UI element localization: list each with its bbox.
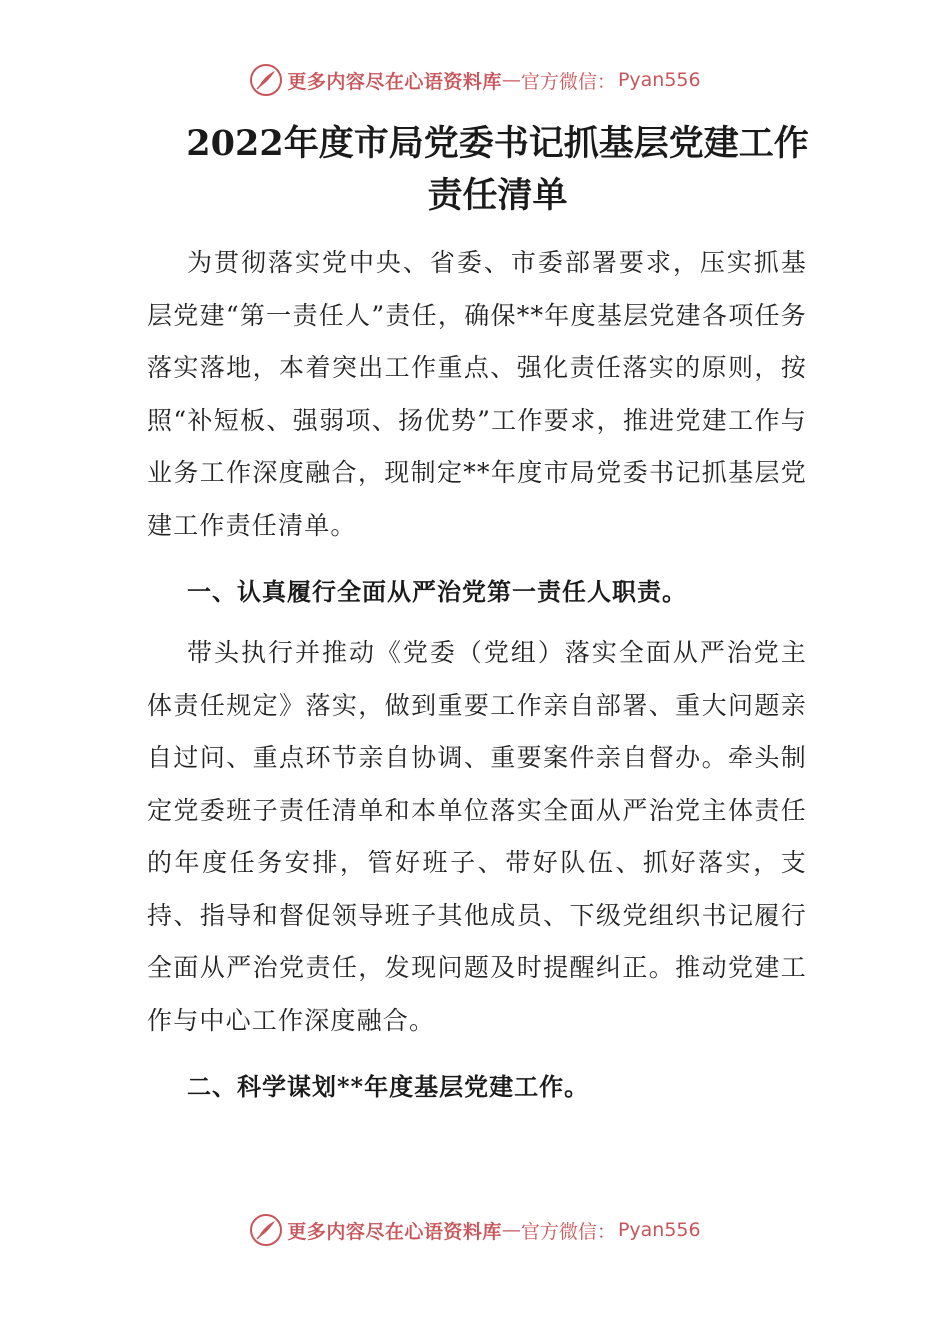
watermark-banner-top (0, 60, 950, 100)
section-2-heading: 二、科学谋划**年度基层党建工作。 (187, 1072, 590, 1101)
watermark-banner-bottom (0, 1210, 950, 1250)
watermark-main-text: 更多内容尽在心语资料库 (287, 70, 502, 93)
watermark-wechat-label: 官方微信： (520, 1220, 616, 1243)
feather-pen-logo-icon (249, 63, 283, 97)
watermark-wechat-label: 官方微信： (520, 70, 616, 93)
intro-paragraph: 为贯彻落实党中央、省委、市委部署要求，压实抓基层党建“第一责任人”责任，确保**年度基层党建各项任务落实落地，本着突出工作重点、强化责任落实的原则，按照“补短板、强弱项、扬优势”工作要求，推进党建工作与业务工作深度融合，现制定**年度市局党委书记抓基层党建工作责任清单。 (147, 248, 807, 540)
watermark-separator: — (501, 69, 521, 91)
feather-pen-logo-icon (249, 1213, 283, 1247)
section-1-body: 带头执行并推动《党委（党组）落实全面从严治党主体责任规定》落实，做到重要工作亲自部署、重大问题亲自过问、重点环节亲自协调、重要案件亲自督办。牵头制定党委班子责任清单和本单位落实全面从严治党主体责任的年度任务安排，管好班子、带好队伍、抓好落实，支持、指导和督促领导班子其他成员、下级党组织书记履行全面从严治党责任，发现问题及时提醒纠正。推动党建工作与中心工作深度融合。 (147, 638, 807, 1035)
watermark-separator: — (501, 1219, 521, 1241)
document-title (150, 118, 845, 222)
watermark-wechat-id: Pyan556 (617, 1219, 701, 1241)
watermark-main-text: 更多内容尽在心语资料库 (287, 1220, 502, 1243)
title-line-1: 2022年度市局党委书记抓基层党建工作 (186, 123, 809, 164)
watermark-wechat-id: Pyan556 (617, 69, 701, 91)
section-1-heading: 一、认真履行全面从严治党第一责任人职责。 (187, 577, 687, 606)
title-line-2: 责任清单 (427, 175, 568, 216)
